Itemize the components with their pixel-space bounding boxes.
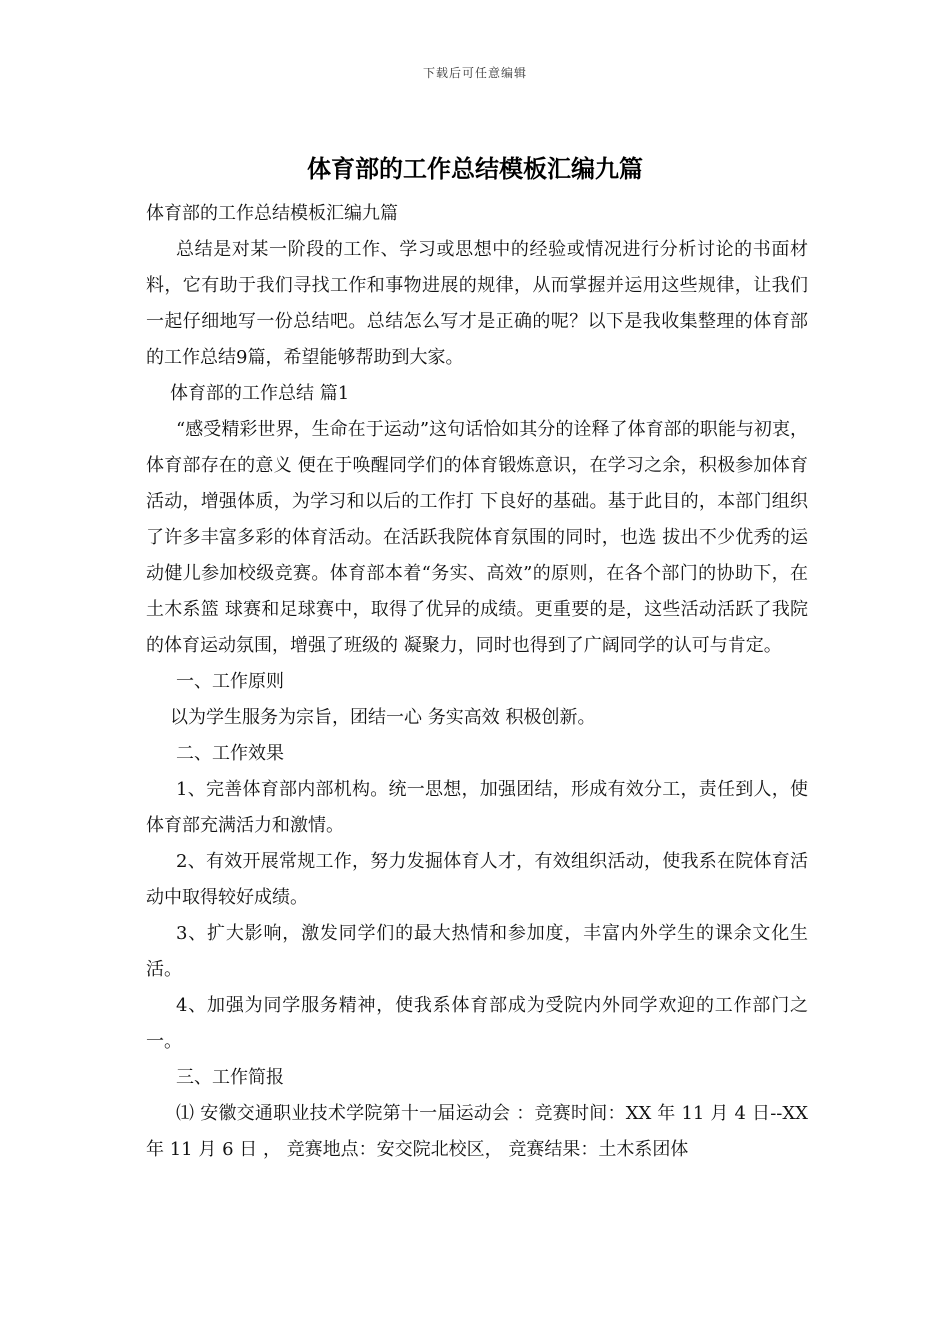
header-note: 下载后可任意编辑 bbox=[422, 66, 527, 80]
paragraph-work-brief-1: ⑴ 安徽交通职业技术学院第十一届运动会 ：竞赛时间：XX 年 11 月 4 日--XX 年 11 月 6 日 ， 竞赛地点：安交院北校区， 竞赛结果：土木系团体 bbox=[146, 1103, 808, 1160]
intro-paragraph: 总结是对某一阶段的工作、学习或思想中的经验或情况进行分析讨论的书面材料，它有助于我们寻找工作和事物进展的规律，从而掌握并运用这些规律，让我们一起仔细地写一份总结吧。总结怎么写才是正确的呢？以下是我收集整理的体育部的工作总结9篇，希望能够帮助到大家。 bbox=[146, 239, 808, 368]
paragraph-part1-body: “感受精彩世界，生命在于运动”这句话恰如其分的诠释了体育部的职能与初衷，体育部存在的意义 便在于唤醒同学们的体育锻炼意识，在学习之余，积极参加体育活动，增强体质，为学习和以后的工作打 下良好的基础。基于此目的，本部门组织了许多丰富多彩的体育活动。在活跃我院体育氛围的同时，也选 拔出不少优秀的运动健儿参加校级竞赛。体育部本着“务实、高效”的原则，在各个部门的协助下，在土木系篮 球赛和足球赛中，取得了优异的成绩。更重要的是，这些活动活跃了我院的体育运动氛围，增强了班级的 凝聚力，同时也得到了广阔同学的认可与肯定。 bbox=[146, 419, 808, 656]
list-item-effect-3: 3、扩大影响，激发同学们的最大热情和参加度，丰富内外学生的课余文化生活。 bbox=[146, 923, 808, 980]
document-title: 体育部的工作总结模板汇编九篇 bbox=[307, 154, 643, 183]
list-item-effect-1: 1、完善体育部内部机构。统一思想，加强团结，形成有效分工，责任到人，使体育部充满活力和激情。 bbox=[146, 779, 808, 836]
document-body bbox=[146, 196, 808, 1168]
subtitle-paragraph: 体育部的工作总结模板汇编九篇 bbox=[146, 203, 398, 224]
paragraph-work-principle: 以为学生服务为宗旨，团结一心 务实高效 积极创新。 bbox=[170, 707, 596, 728]
heading-work-brief: 三、工作简报 bbox=[176, 1067, 284, 1088]
list-item-effect-4: 4、加强为同学服务精神，使我系体育部成为受院内外同学欢迎的工作部门之一。 bbox=[146, 995, 808, 1052]
list-item-effect-2: 2、有效开展常规工作，努力发掘体育人才，有效组织活动，使我系在院体育活动中取得较好成绩。 bbox=[146, 851, 808, 908]
heading-work-effect: 二、工作效果 bbox=[176, 743, 284, 764]
section-heading-part1: 体育部的工作总结 篇1 bbox=[170, 383, 350, 404]
heading-work-principle: 一、工作原则 bbox=[176, 671, 284, 692]
